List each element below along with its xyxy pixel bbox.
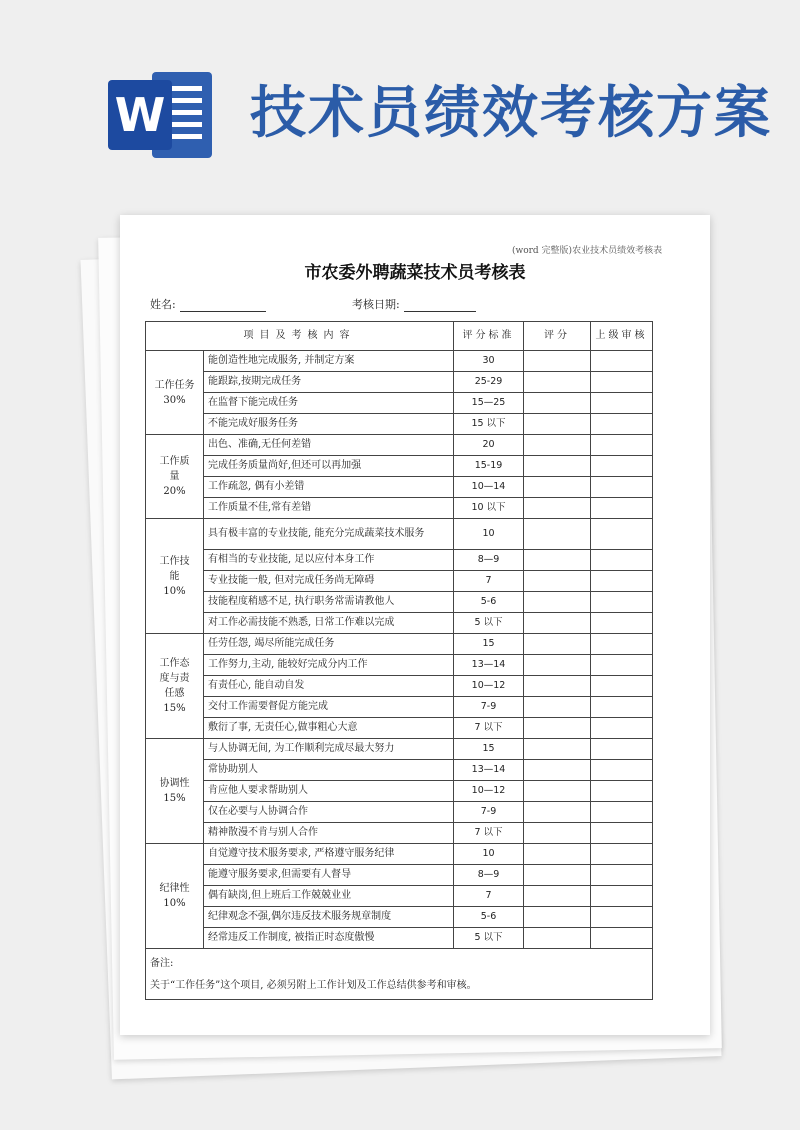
score-cell[interactable] <box>524 676 591 697</box>
score-cell[interactable] <box>524 865 591 886</box>
category-cell: 工作任务 30% <box>146 351 204 435</box>
remarks-row <box>146 949 653 1000</box>
criteria-text: 任劳任怨, 竭尽所能完成任务 <box>204 634 454 655</box>
score-standard: 8—9 <box>454 550 524 571</box>
table-row <box>146 393 653 414</box>
header-items: 项目及考核内容 <box>146 322 454 351</box>
evaluation-table-body <box>146 322 653 1000</box>
score-standard: 10 <box>454 519 524 550</box>
review-cell[interactable] <box>591 781 653 802</box>
review-cell[interactable] <box>591 477 653 498</box>
name-label: 姓名: <box>150 298 176 311</box>
criteria-text: 常协助别人 <box>204 760 454 781</box>
review-cell[interactable] <box>591 498 653 519</box>
table-row <box>146 781 653 802</box>
score-standard: 30 <box>454 351 524 372</box>
score-cell[interactable] <box>524 456 591 477</box>
date-field <box>352 296 476 312</box>
score-standard: 10—14 <box>454 477 524 498</box>
score-standard: 5 以下 <box>454 928 524 949</box>
table-row <box>146 760 653 781</box>
score-cell[interactable] <box>524 697 591 718</box>
table-row <box>146 634 653 655</box>
banner-title: 技术员绩效考核方案 <box>250 81 772 146</box>
criteria-text: 有责任心, 能自动自发 <box>204 676 454 697</box>
review-cell[interactable] <box>591 928 653 949</box>
table-row <box>146 907 653 928</box>
score-standard: 7 以下 <box>454 718 524 739</box>
criteria-text: 不能完成好服务任务 <box>204 414 454 435</box>
criteria-text: 能跟踪,按期完成任务 <box>204 372 454 393</box>
score-cell[interactable] <box>524 718 591 739</box>
table-row <box>146 928 653 949</box>
score-standard: 5-6 <box>454 592 524 613</box>
score-cell[interactable] <box>524 928 591 949</box>
criteria-text: 出色、准确,无任何差错 <box>204 435 454 456</box>
score-cell[interactable] <box>524 393 591 414</box>
score-cell[interactable] <box>524 781 591 802</box>
review-cell[interactable] <box>591 907 653 928</box>
table-row <box>146 550 653 571</box>
table-row <box>146 498 653 519</box>
table-row <box>146 697 653 718</box>
score-cell[interactable] <box>524 351 591 372</box>
date-blank-line <box>404 299 476 312</box>
score-cell[interactable] <box>524 592 591 613</box>
review-cell[interactable] <box>591 634 653 655</box>
score-standard: 7 <box>454 886 524 907</box>
review-cell[interactable] <box>591 760 653 781</box>
criteria-text: 纪律观念不强,偶尔违反技术服务规章制度 <box>204 907 454 928</box>
score-standard: 15 以下 <box>454 414 524 435</box>
review-cell[interactable] <box>591 655 653 676</box>
category-cell: 工作技 能 10% <box>146 519 204 634</box>
review-cell[interactable] <box>591 393 653 414</box>
category-cell: 协调性 15% <box>146 739 204 844</box>
review-cell[interactable] <box>591 435 653 456</box>
review-cell[interactable] <box>591 676 653 697</box>
category-cell: 工作态 度与责 任感 15% <box>146 634 204 739</box>
review-cell[interactable] <box>591 697 653 718</box>
review-cell[interactable] <box>591 571 653 592</box>
review-cell[interactable] <box>591 802 653 823</box>
review-cell[interactable] <box>591 886 653 907</box>
table-row <box>146 456 653 477</box>
score-cell[interactable] <box>524 550 591 571</box>
score-cell[interactable] <box>524 823 591 844</box>
score-cell[interactable] <box>524 613 591 634</box>
review-cell[interactable] <box>591 865 653 886</box>
table-row <box>146 886 653 907</box>
category-cell: 纪律性 10% <box>146 844 204 949</box>
review-cell[interactable] <box>591 351 653 372</box>
score-cell[interactable] <box>524 907 591 928</box>
table-row <box>146 823 653 844</box>
criteria-text: 技能程度稍感不足, 执行职务常需请教他人 <box>204 592 454 613</box>
score-cell[interactable] <box>524 655 591 676</box>
criteria-text: 专业技能一般, 但对完成任务尚无障碍 <box>204 571 454 592</box>
criteria-text: 仅在必要与人协调合作 <box>204 802 454 823</box>
review-cell[interactable] <box>591 372 653 393</box>
score-cell[interactable] <box>524 844 591 865</box>
word-document-icon <box>108 72 212 158</box>
score-standard: 10—12 <box>454 781 524 802</box>
criteria-text: 自觉遵守技术服务要求, 严格遵守服务纪律 <box>204 844 454 865</box>
score-cell[interactable] <box>524 571 591 592</box>
review-cell[interactable] <box>591 550 653 571</box>
criteria-text: 偶有缺岗,但上班后工作兢兢业业 <box>204 886 454 907</box>
table-row <box>146 676 653 697</box>
table-row <box>146 592 653 613</box>
review-cell[interactable] <box>591 613 653 634</box>
table-row <box>146 613 653 634</box>
score-standard: 7 以下 <box>454 823 524 844</box>
score-cell[interactable] <box>524 886 591 907</box>
table-row <box>146 477 653 498</box>
review-cell[interactable] <box>591 718 653 739</box>
table-row <box>146 655 653 676</box>
table-row <box>146 414 653 435</box>
criteria-text: 能遵守服务要求,但需要有人督导 <box>204 865 454 886</box>
score-standard: 5-6 <box>454 907 524 928</box>
page-header-note: (word 完整版)农业技术员绩效考核表 <box>512 246 663 256</box>
date-label: 考核日期: <box>352 298 400 311</box>
remarks-label: 备注: <box>150 958 174 969</box>
score-standard: 15—25 <box>454 393 524 414</box>
score-cell[interactable] <box>524 519 591 550</box>
score-standard: 25-29 <box>454 372 524 393</box>
table-row <box>146 718 653 739</box>
criteria-text: 工作努力,主动, 能较好完成分内工作 <box>204 655 454 676</box>
score-standard: 7-9 <box>454 802 524 823</box>
criteria-text: 与人协调无间, 为工作顺利完成尽最大努力 <box>204 739 454 760</box>
score-standard: 7-9 <box>454 697 524 718</box>
review-cell[interactable] <box>591 592 653 613</box>
category-cell: 工作质 量 20% <box>146 435 204 519</box>
score-cell[interactable] <box>524 760 591 781</box>
table-row <box>146 739 653 760</box>
criteria-text: 经常违反工作制度, 被指正时态度傲慢 <box>204 928 454 949</box>
table-row <box>146 435 653 456</box>
criteria-text: 具有极丰富的专业技能, 能充分完成蔬菜技术服务 <box>204 519 454 550</box>
table-row <box>146 802 653 823</box>
header-score: 评分 <box>524 322 591 351</box>
score-standard: 15 <box>454 634 524 655</box>
criteria-text: 对工作必需技能不熟悉, 日常工作难以完成 <box>204 613 454 634</box>
score-cell[interactable] <box>524 477 591 498</box>
criteria-text: 肯应他人要求帮助别人 <box>204 781 454 802</box>
criteria-text: 工作疏忽, 偶有小差错 <box>204 477 454 498</box>
criteria-text: 能创造性地完成服务, 并制定方案 <box>204 351 454 372</box>
criteria-text: 精神散漫不肯与别人合作 <box>204 823 454 844</box>
score-cell[interactable] <box>524 634 591 655</box>
criteria-text: 有相当的专业技能, 足以应付本身工作 <box>204 550 454 571</box>
criteria-text: 在监督下能完成任务 <box>204 393 454 414</box>
evaluation-table <box>145 321 653 1000</box>
table-row <box>146 351 653 372</box>
remarks-text: 关于“工作任务”这个项目, 必须另附上工作计划及工作总结供参考和审核。 <box>150 980 477 991</box>
banner <box>0 0 800 180</box>
review-cell[interactable] <box>591 739 653 760</box>
score-standard: 7 <box>454 571 524 592</box>
score-cell[interactable] <box>524 739 591 760</box>
table-row <box>146 372 653 393</box>
document-title: 市农委外聘蔬菜技术员考核表 <box>304 263 526 283</box>
review-cell[interactable] <box>591 844 653 865</box>
score-cell[interactable] <box>524 372 591 393</box>
score-cell[interactable] <box>524 435 591 456</box>
score-standard: 10 <box>454 844 524 865</box>
score-standard: 15 <box>454 739 524 760</box>
name-field <box>150 296 266 312</box>
word-w-letter: W <box>108 80 172 150</box>
review-cell[interactable] <box>591 823 653 844</box>
review-cell[interactable] <box>591 414 653 435</box>
criteria-text: 交付工作需要督促方能完成 <box>204 697 454 718</box>
score-standard: 13—14 <box>454 760 524 781</box>
score-cell[interactable] <box>524 414 591 435</box>
header-review: 上级审核 <box>591 322 653 351</box>
table-row <box>146 865 653 886</box>
remarks-cell <box>146 949 653 1000</box>
score-cell[interactable] <box>524 498 591 519</box>
score-standard: 15-19 <box>454 456 524 477</box>
score-cell[interactable] <box>524 802 591 823</box>
score-standard: 10 以下 <box>454 498 524 519</box>
name-blank-line <box>180 299 266 312</box>
criteria-text: 敷衍了事, 无责任心,做事粗心大意 <box>204 718 454 739</box>
review-cell[interactable] <box>591 519 653 550</box>
review-cell[interactable] <box>591 456 653 477</box>
table-header-row <box>146 322 653 351</box>
criteria-text: 完成任务质量尚好,但还可以再加强 <box>204 456 454 477</box>
score-standard: 5 以下 <box>454 613 524 634</box>
score-standard: 20 <box>454 435 524 456</box>
score-standard: 13—14 <box>454 655 524 676</box>
table-row <box>146 571 653 592</box>
header-standard: 评分标准 <box>454 322 524 351</box>
score-standard: 10—12 <box>454 676 524 697</box>
table-row <box>146 519 653 550</box>
score-standard: 8—9 <box>454 865 524 886</box>
criteria-text: 工作质量不佳,常有差错 <box>204 498 454 519</box>
table-row <box>146 844 653 865</box>
